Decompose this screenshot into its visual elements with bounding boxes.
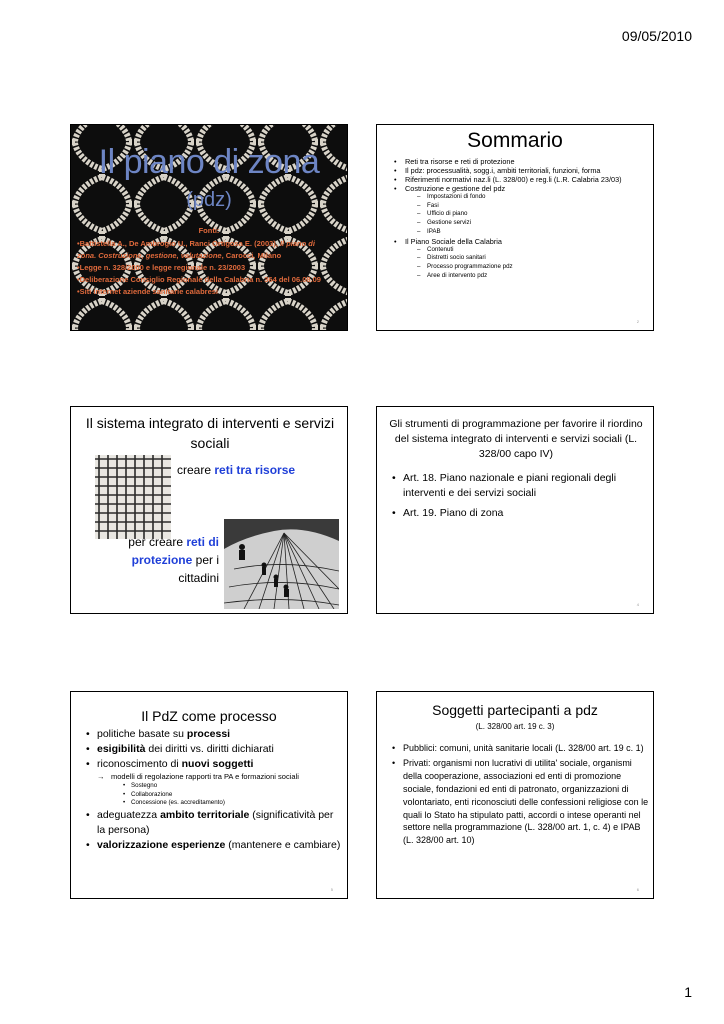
strumenti-item: • Art. 19. Piano di zona bbox=[391, 506, 649, 521]
fonti-publisher: , Carocci, Milano bbox=[221, 251, 282, 260]
fonti-book-title-cont: zona. Costruzione, gestione, valutazione bbox=[77, 251, 222, 260]
reti-risorse-pre: creare bbox=[177, 463, 215, 477]
strumenti-item: • Art. 18. Piano nazionale e piani regionali degli interventi e dei servizi sociali bbox=[391, 471, 649, 501]
sommario-sublist bbox=[405, 193, 649, 237]
processo-item-text: dei diritti vs. diritti dichiarati bbox=[145, 743, 274, 755]
slide-2-sommario bbox=[376, 124, 654, 331]
sommario-subitem: – Ufficio di piano bbox=[405, 210, 649, 219]
slide-number: 6 bbox=[636, 887, 639, 892]
slide-4-strumenti bbox=[376, 406, 654, 614]
slide-number: 4 bbox=[636, 602, 639, 607]
sommario-sublist bbox=[405, 246, 649, 281]
fonti-item bbox=[77, 238, 347, 250]
reti-protezione-pre: per creare bbox=[128, 535, 187, 549]
slide-4-title: Gli strumenti di programmazione per favorire il riordino del sistema integrato di interventi e servizi sociali (L. 328/00 capo IV) bbox=[389, 418, 643, 460]
processo-sublist bbox=[97, 772, 343, 808]
processo-item bbox=[85, 727, 343, 742]
sommario-item-text: Reti tra risorse e reti di protezione bbox=[405, 157, 515, 166]
processo-item-text: (mantenere e cambiare) bbox=[225, 838, 341, 851]
processo-item-text: politiche basate su bbox=[97, 728, 187, 740]
grid-net-image bbox=[95, 455, 171, 539]
fonti-list bbox=[77, 238, 347, 298]
processo-item-keyword: nuovi soggetti bbox=[181, 758, 254, 770]
sommario-item bbox=[391, 166, 649, 175]
sommario-item-text: Il pdz: processualità, sogg.i, ambiti territoriali, funzioni, forma bbox=[405, 166, 601, 175]
sommario-item bbox=[391, 184, 649, 237]
slide-1-title-text: Il piano di zona bbox=[98, 143, 320, 181]
slide-number: 3 bbox=[330, 602, 333, 607]
soggetti-list bbox=[391, 742, 649, 849]
sommario-subitem: – Impostazioni di fondo bbox=[405, 193, 649, 202]
sommario-subitem: – Aree di intervento pdz bbox=[405, 272, 649, 281]
reti-risorse-keyword: reti tra risorse bbox=[214, 463, 296, 477]
processo-subsubitem: • Concessione (es. accreditamento) bbox=[111, 799, 343, 808]
soggetti-item: • Privati: organismi non lucrativi di utilita' sociale, organismi della cooperazione, associazioni ed enti di promozione sociale, fondazioni ed enti di patronato, organizzazioni di volontariato, enti riconosciuti delle confessioni religiose con le quali lo Stato ha stipulato patti, accordi o intese operanti nel settore nella programmazione (L. 328/00 art. 1, c. 4) e IPAB (L. 328/00 art. 10) bbox=[391, 757, 649, 847]
processo-subsublist bbox=[111, 782, 343, 808]
processo-subitem-text: modelli di regolazione rapporti tra PA e formazioni sociali bbox=[111, 772, 299, 781]
processo-item-keyword: esigibilità bbox=[97, 743, 146, 755]
reti-protezione-post: per i cittadini bbox=[178, 553, 219, 585]
reti-protezione-keyword: reti di protezione bbox=[131, 535, 219, 567]
sommario-subitem: – IPAB bbox=[405, 228, 649, 237]
slide-6-title: Soggetti partecipanti a pdz bbox=[432, 702, 598, 718]
slide-number: 5 bbox=[330, 887, 333, 892]
fonti-item: •Deliberazione Consiglio Regionale della Calabria n. 364 del 06.08.09 bbox=[77, 275, 321, 284]
sommario-subitem: – Contenuti bbox=[405, 246, 649, 255]
soggetti-item: • Pubblici: comuni, unità sanitarie locali (L. 328/00 art. 19 c. 1) bbox=[391, 742, 649, 755]
slide-2-title: Sommario bbox=[467, 129, 563, 152]
strumenti-list bbox=[391, 471, 649, 526]
slide-5-pdz-processo bbox=[70, 691, 348, 899]
reti-risorse-text bbox=[177, 463, 295, 477]
processo-item-keyword: valorizzazione esperienze bbox=[97, 838, 226, 851]
sommario-list bbox=[391, 157, 649, 280]
sommario-subitem: – Distretti socio sanitari bbox=[405, 254, 649, 263]
slide-1-title bbox=[70, 124, 348, 331]
sommario-item bbox=[391, 157, 649, 166]
processo-item-text: adeguatezza bbox=[97, 808, 161, 821]
processo-item-text: riconoscimento di bbox=[97, 758, 182, 770]
processo-item-keyword: ambito territoriale bbox=[160, 808, 250, 821]
processo-item-keyword: processi bbox=[186, 728, 231, 740]
slide-6-reference: (L. 328/00 art. 19 c. 3) bbox=[475, 722, 555, 731]
slide-5-title: Il PdZ come processo bbox=[141, 708, 277, 724]
processo-subitem bbox=[97, 772, 343, 808]
sommario-item-text: Il Piano Sociale della Calabria bbox=[405, 236, 502, 246]
sommario-subitem: – Gestione servizi bbox=[405, 219, 649, 228]
processo-subsubitem: • Sostegno bbox=[111, 782, 343, 791]
processo-item bbox=[85, 757, 343, 808]
fonti-item: •Siti internet aziende sanitarie calabresi bbox=[77, 287, 219, 296]
processo-item-text: (significatività per la persona) bbox=[97, 808, 334, 836]
fonti-heading: Fonti: bbox=[198, 226, 220, 235]
slide-6-soggetti bbox=[376, 691, 654, 899]
page-number: 1 bbox=[684, 984, 692, 1000]
sommario-item bbox=[391, 175, 649, 184]
handout-date: 09/05/2010 bbox=[621, 28, 692, 44]
fonti-item: •Legge n. 328/2000 e legge regionale n. 23/2003 bbox=[77, 263, 246, 272]
reti-protezione-text bbox=[111, 533, 219, 587]
sommario-subitem: – Processo programmazione pdz bbox=[405, 263, 649, 272]
slide-3-sistema-integrato bbox=[70, 406, 348, 614]
sommario-item-text: Costruzione e gestione del pdz bbox=[405, 184, 506, 193]
slide-1-subtitle: (pdz) bbox=[186, 189, 232, 211]
processo-subsubitem: • Collaborazione bbox=[111, 791, 343, 800]
processo-item bbox=[85, 808, 343, 838]
fonti-authors: •Battistella A., De Ambrogio U., Ranci Ortigosa E. (2003), bbox=[77, 239, 280, 248]
processo-item bbox=[85, 838, 343, 853]
slide-number: 2 bbox=[636, 319, 639, 324]
trapeze-safety-net-photo bbox=[224, 519, 339, 609]
slide-3-title: Il sistema integrato di interventi e servizi sociali bbox=[85, 415, 335, 451]
sommario-item-text: Riferimenti normativi naz.li (L. 328/00) e reg.li (L.R. Calabria 23/03) bbox=[405, 175, 622, 184]
fonti-item bbox=[77, 250, 347, 262]
sommario-subitem: – Fasi bbox=[405, 202, 649, 211]
sommario-item bbox=[391, 237, 649, 281]
processo-list bbox=[85, 727, 343, 853]
processo-item bbox=[85, 742, 343, 757]
fonti-book-title: Il piano di bbox=[279, 239, 315, 248]
